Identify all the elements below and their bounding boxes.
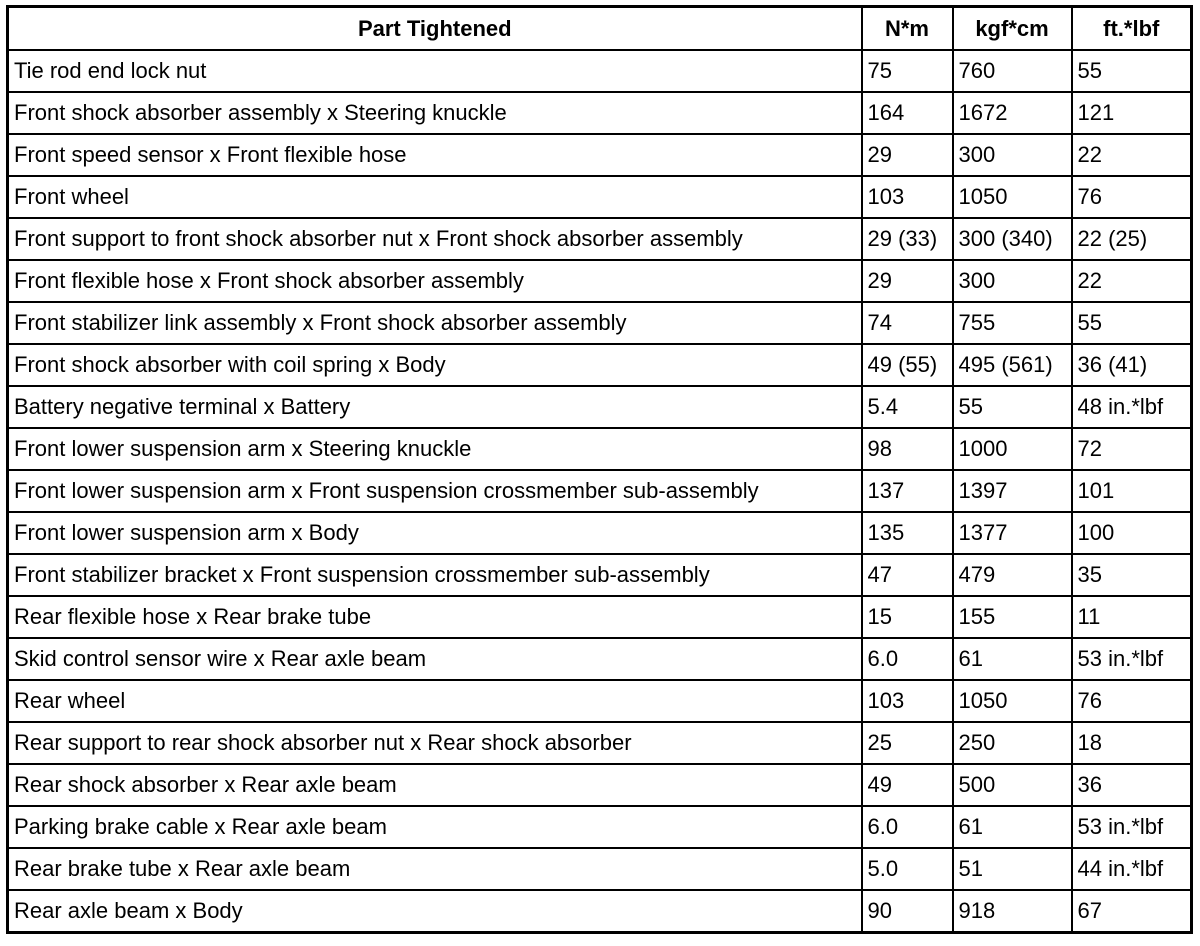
cell-ft-lbf: 22 (25): [1072, 218, 1192, 260]
table-row: [8, 92, 1192, 134]
cell-newton-meter: 49 (55): [862, 344, 953, 386]
table-row: [8, 890, 1192, 933]
cell-part-tightened: Front stabilizer link assembly x Front shock absorber assembly: [8, 302, 862, 344]
cell-kgf-cm: 918: [953, 890, 1072, 933]
cell-ft-lbf: 11: [1072, 596, 1192, 638]
cell-newton-meter: 103: [862, 680, 953, 722]
cell-kgf-cm: 1672: [953, 92, 1072, 134]
table-row: [8, 176, 1192, 218]
cell-newton-meter: 75: [862, 50, 953, 92]
table-row: [8, 50, 1192, 92]
cell-newton-meter: 5.0: [862, 848, 953, 890]
cell-ft-lbf: 35: [1072, 554, 1192, 596]
cell-kgf-cm: 1000: [953, 428, 1072, 470]
cell-kgf-cm: 300: [953, 134, 1072, 176]
cell-kgf-cm: 61: [953, 638, 1072, 680]
cell-newton-meter: 29: [862, 134, 953, 176]
cell-part-tightened: Rear flexible hose x Rear brake tube: [8, 596, 862, 638]
cell-kgf-cm: 500: [953, 764, 1072, 806]
table-row: [8, 806, 1192, 848]
cell-newton-meter: 90: [862, 890, 953, 933]
cell-ft-lbf: 76: [1072, 680, 1192, 722]
cell-ft-lbf: 67: [1072, 890, 1192, 933]
cell-ft-lbf: 55: [1072, 50, 1192, 92]
cell-newton-meter: 74: [862, 302, 953, 344]
cell-ft-lbf: 44 in.*lbf: [1072, 848, 1192, 890]
cell-ft-lbf: 36: [1072, 764, 1192, 806]
cell-part-tightened: Front shock absorber with coil spring x Body: [8, 344, 862, 386]
table-row: [8, 848, 1192, 890]
cell-part-tightened: Front lower suspension arm x Body: [8, 512, 862, 554]
table-row: [8, 638, 1192, 680]
table-header: [8, 7, 1192, 51]
cell-part-tightened: Front support to front shock absorber nut x Front shock absorber assembly: [8, 218, 862, 260]
cell-ft-lbf: 36 (41): [1072, 344, 1192, 386]
cell-part-tightened: Front shock absorber assembly x Steering knuckle: [8, 92, 862, 134]
cell-newton-meter: 5.4: [862, 386, 953, 428]
cell-kgf-cm: 51: [953, 848, 1072, 890]
cell-part-tightened: Front wheel: [8, 176, 862, 218]
table-row: [8, 134, 1192, 176]
cell-kgf-cm: 300: [953, 260, 1072, 302]
cell-kgf-cm: 495 (561): [953, 344, 1072, 386]
cell-kgf-cm: 250: [953, 722, 1072, 764]
table-row: [8, 764, 1192, 806]
cell-ft-lbf: 55: [1072, 302, 1192, 344]
cell-kgf-cm: 155: [953, 596, 1072, 638]
cell-ft-lbf: 100: [1072, 512, 1192, 554]
table-row: [8, 260, 1192, 302]
table-row: [8, 344, 1192, 386]
cell-kgf-cm: 1397: [953, 470, 1072, 512]
cell-ft-lbf: 76: [1072, 176, 1192, 218]
cell-newton-meter: 49: [862, 764, 953, 806]
table-row: [8, 428, 1192, 470]
cell-kgf-cm: 755: [953, 302, 1072, 344]
cell-newton-meter: 103: [862, 176, 953, 218]
cell-kgf-cm: 1050: [953, 680, 1072, 722]
header-part-tightened: Part Tightened: [8, 7, 862, 51]
cell-part-tightened: Tie rod end lock nut: [8, 50, 862, 92]
cell-part-tightened: Rear wheel: [8, 680, 862, 722]
table-row: [8, 218, 1192, 260]
cell-ft-lbf: 48 in.*lbf: [1072, 386, 1192, 428]
cell-ft-lbf: 18: [1072, 722, 1192, 764]
cell-ft-lbf: 72: [1072, 428, 1192, 470]
table-row: [8, 470, 1192, 512]
table-row: [8, 722, 1192, 764]
cell-kgf-cm: 479: [953, 554, 1072, 596]
cell-kgf-cm: 300 (340): [953, 218, 1072, 260]
table-row: [8, 512, 1192, 554]
header-kgf-cm: kgf*cm: [953, 7, 1072, 51]
cell-ft-lbf: 53 in.*lbf: [1072, 806, 1192, 848]
cell-newton-meter: 47: [862, 554, 953, 596]
table-row: [8, 386, 1192, 428]
cell-part-tightened: Front lower suspension arm x Steering knuckle: [8, 428, 862, 470]
cell-ft-lbf: 22: [1072, 134, 1192, 176]
cell-part-tightened: Rear axle beam x Body: [8, 890, 862, 933]
cell-newton-meter: 6.0: [862, 806, 953, 848]
cell-part-tightened: Front flexible hose x Front shock absorber assembly: [8, 260, 862, 302]
cell-kgf-cm: 760: [953, 50, 1072, 92]
cell-kgf-cm: 55: [953, 386, 1072, 428]
cell-kgf-cm: 1050: [953, 176, 1072, 218]
cell-ft-lbf: 22: [1072, 260, 1192, 302]
cell-part-tightened: Front stabilizer bracket x Front suspension crossmember sub-assembly: [8, 554, 862, 596]
cell-part-tightened: Parking brake cable x Rear axle beam: [8, 806, 862, 848]
cell-ft-lbf: 101: [1072, 470, 1192, 512]
torque-specification-table: [6, 5, 1193, 934]
cell-newton-meter: 29: [862, 260, 953, 302]
table-row: [8, 302, 1192, 344]
cell-part-tightened: Front lower suspension arm x Front suspension crossmember sub-assembly: [8, 470, 862, 512]
cell-newton-meter: 135: [862, 512, 953, 554]
cell-newton-meter: 29 (33): [862, 218, 953, 260]
table-body: [8, 50, 1192, 933]
table-row: [8, 596, 1192, 638]
header-newton-meter: N*m: [862, 7, 953, 51]
cell-part-tightened: Front speed sensor x Front flexible hose: [8, 134, 862, 176]
cell-newton-meter: 164: [862, 92, 953, 134]
cell-kgf-cm: 61: [953, 806, 1072, 848]
cell-ft-lbf: 53 in.*lbf: [1072, 638, 1192, 680]
cell-part-tightened: Battery negative terminal x Battery: [8, 386, 862, 428]
cell-newton-meter: 6.0: [862, 638, 953, 680]
cell-kgf-cm: 1377: [953, 512, 1072, 554]
header-row: [8, 7, 1192, 51]
cell-newton-meter: 137: [862, 470, 953, 512]
cell-newton-meter: 25: [862, 722, 953, 764]
table-row: [8, 680, 1192, 722]
cell-newton-meter: 15: [862, 596, 953, 638]
cell-part-tightened: Rear brake tube x Rear axle beam: [8, 848, 862, 890]
cell-part-tightened: Rear support to rear shock absorber nut x Rear shock absorber: [8, 722, 862, 764]
table-row: [8, 554, 1192, 596]
cell-ft-lbf: 121: [1072, 92, 1192, 134]
cell-part-tightened: Rear shock absorber x Rear axle beam: [8, 764, 862, 806]
header-ft-lbf: ft.*lbf: [1072, 7, 1192, 51]
cell-part-tightened: Skid control sensor wire x Rear axle beam: [8, 638, 862, 680]
cell-newton-meter: 98: [862, 428, 953, 470]
